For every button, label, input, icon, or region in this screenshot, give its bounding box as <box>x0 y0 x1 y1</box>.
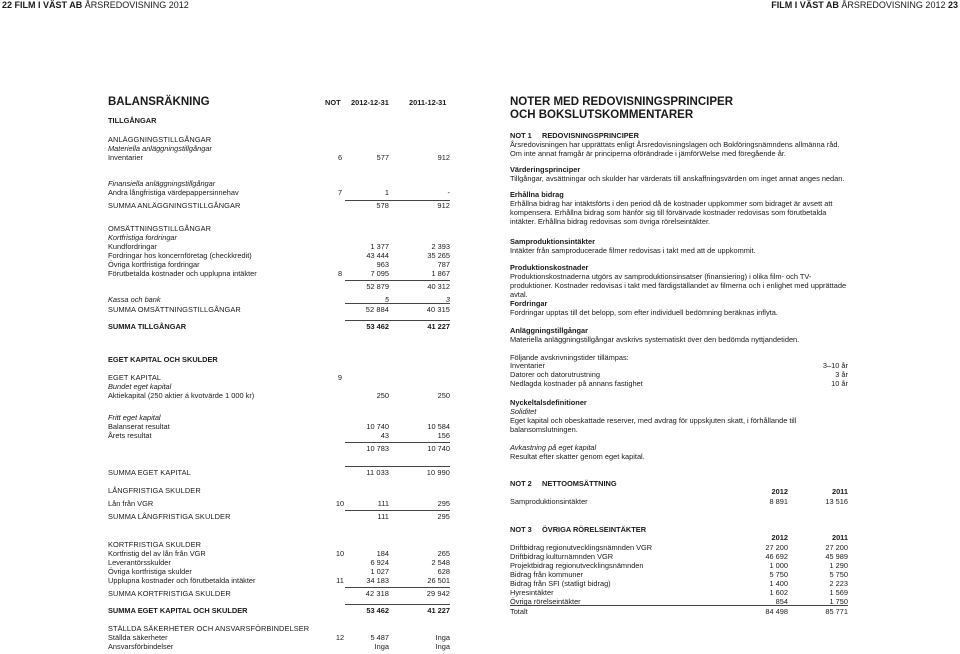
row-label: Finansiella anläggningstillgångar <box>108 179 216 188</box>
balance-row <box>108 117 450 126</box>
value-2011: 10 740 <box>427 444 450 453</box>
note3-label: Projektbidrag regionutvecklingsnämnden <box>510 561 644 570</box>
row-label: EGET KAPITAL <box>108 373 162 382</box>
row-label: Materiella anläggningstillgångar <box>108 144 212 153</box>
depreciation-row <box>510 380 848 389</box>
value-2011: 912 <box>437 201 450 210</box>
balance-row <box>108 513 450 522</box>
production-costs-block <box>510 263 848 299</box>
balance-row <box>108 283 450 292</box>
balance-row <box>108 270 450 279</box>
value-2012: 577 <box>376 153 389 162</box>
value-2012: 1 377 <box>370 242 389 251</box>
row-label: STÄLLDA SÄKERHETER OCH ANSVARSFÖRBINDELSER <box>108 624 310 633</box>
grants-heading: Erhållna bidrag <box>510 190 564 199</box>
depreciation-label: Datorer och datorutrustning <box>510 370 600 379</box>
production-costs-text: Produktionskostnaderna utgörs av samproduktionsinsatser (finansiering) i olika film- och TV-produktioner. Kostnader redovisas i takt med färdigställandet av filmerna och i enlighet med upprättade avtal. <box>510 272 847 299</box>
value-2011: 2 393 <box>431 242 450 251</box>
value-2011: - <box>447 188 450 197</box>
row-label: Kassa och bank <box>108 295 161 304</box>
notes-title-line1: NOTER MED REDOVISNINGSPRINCIPER <box>510 96 733 108</box>
value-2012: 7 095 <box>370 269 389 278</box>
row-note: 6 <box>337 153 343 162</box>
note3-value-2011: 1 569 <box>829 588 848 597</box>
note3-value-2011: 2 223 <box>829 579 848 588</box>
value-2011: 2 548 <box>431 558 450 567</box>
value-2011: 40 312 <box>427 282 450 291</box>
receivables-heading: Fordringar <box>510 299 548 308</box>
notes-title-line2: OCH BOKSLUTSKOMMENTARER <box>510 109 694 121</box>
note2-value-2011: 13 516 <box>825 497 848 506</box>
note3-value-2011: 5 750 <box>829 570 848 579</box>
balance-title: BALANSRÄKNING <box>108 96 210 108</box>
col-2011-header: 2011-12-31 <box>409 98 447 107</box>
value-2012: 5 <box>384 295 389 304</box>
roe-text: Resultat efter skatter genom eget kapital. <box>510 452 645 461</box>
note3-value-2011: 1 750 <box>829 597 848 606</box>
note3-value-2012: 1 400 <box>769 579 788 588</box>
balance-row <box>108 202 450 211</box>
value-2012: 11 033 <box>366 468 389 477</box>
subtotal-rule <box>345 587 450 588</box>
valuation-block <box>510 165 848 183</box>
row-label: KORTFRISTIGA SKULDER <box>108 540 202 549</box>
note3-value-2012: 46 692 <box>765 552 788 561</box>
row-label: SUMMA EGET KAPITAL <box>108 468 191 477</box>
value-2012: 5 487 <box>370 633 389 642</box>
value-2012: 1 027 <box>370 567 389 576</box>
note3-total-label: Totalt <box>510 607 528 616</box>
value-2011: 29 942 <box>426 589 450 598</box>
note3-total-rule <box>510 605 848 606</box>
depreciation-intro: Följande avskrivningstider tillämpas: <box>510 353 629 362</box>
value-2011: 40 315 <box>426 305 450 314</box>
value-2011: 41 227 <box>427 322 450 331</box>
coprod-income-block <box>510 237 848 255</box>
note3-label: Hyresintäkter <box>510 588 554 597</box>
row-label: Förutbetalda kostnader och upplupna intäkter <box>108 269 257 278</box>
value-2012: 43 444 <box>366 251 389 260</box>
row-label: Balanserat resultat <box>108 422 170 431</box>
balance-row <box>108 234 450 243</box>
note3-value-2012: 27 200 <box>765 543 788 552</box>
row-note: 11 <box>336 576 344 585</box>
page-header <box>0 0 960 12</box>
value-2012: 52 879 <box>366 282 389 291</box>
left-page-number: 22 <box>2 0 13 10</box>
coprod-income-text: Intäkter från samproducerade filmer redovisas i takt med att de uppkommit. <box>510 246 756 255</box>
note3-value-2011: 27 200 <box>825 543 848 552</box>
note3-label: Bidrag från kommuner <box>510 570 584 579</box>
roe-heading: Avkastning på eget kapital <box>510 443 597 452</box>
row-label: Inventarier <box>108 153 143 162</box>
value-2012: 53 462 <box>366 322 389 331</box>
value-2012: 111 <box>377 499 389 508</box>
value-2011: 156 <box>437 431 450 440</box>
valuation-heading: Värderingsprinciper <box>510 165 581 174</box>
note2-value-2012: 8 891 <box>769 497 788 506</box>
subtotal-rule <box>345 466 450 467</box>
row-label: LÅNGFRISTIGA SKULDER <box>108 486 201 495</box>
value-2011: 41 227 <box>427 606 450 615</box>
row-label: Lån från VGR <box>108 499 154 508</box>
right-org-name: FILM I VÄST AB <box>771 0 839 10</box>
note3-label: Driftbidrag regionutvecklingsnämnden VGR <box>510 543 653 552</box>
row-note: 10 <box>335 499 345 508</box>
row-label: Andra långfristiga värdepappersinnehav <box>108 188 239 197</box>
subtotal-rule <box>345 303 450 304</box>
row-note: 12 <box>335 633 345 642</box>
note3-total-2011: 85 771 <box>825 607 848 616</box>
row-label: EGET KAPITAL OCH SKULDER <box>108 355 218 364</box>
row-label: TILLGÅNGAR <box>108 116 157 125</box>
note2-header-row <box>510 488 848 497</box>
balance-row <box>108 469 450 478</box>
row-label: Upplupna kostnader och förutbetalda intäkter <box>108 576 256 585</box>
balance-row <box>108 423 450 432</box>
row-label: Leverantörsskulder <box>108 558 171 567</box>
note2-col1: 2012 <box>771 487 788 496</box>
row-label: Fordringar hos koncernföretag (checkkredit) <box>108 251 252 260</box>
note3-value-2012: 854 <box>775 597 788 606</box>
row-label: Ställda säkerheter <box>108 633 168 642</box>
coprod-income-heading: Samproduktionsintäkter <box>510 237 596 246</box>
depreciation-period: 3–10 år <box>822 361 848 370</box>
value-2011: 3 <box>445 295 450 304</box>
value-2011: 265 <box>437 549 450 558</box>
value-2012: 53 462 <box>366 606 389 615</box>
note3-value-2012: 5 750 <box>769 570 788 579</box>
balance-row <box>108 323 450 332</box>
grants-text: Erhållna bidrag har intäktsförts i den period då de kostnader uppkommer som bidraget är avsett att kompensera. Erhållna bidrag som hänför sig till förvärvade kostnader redovisas som förutbetalda intäkter. Erhållna bidrag redovisas som övriga rörelseintäkter. <box>510 199 833 226</box>
value-2011: 295 <box>437 512 450 521</box>
row-label: Kortfristig del av lån från VGR <box>108 549 206 558</box>
right-report-name: ÅRSREDOVISNING 2012 <box>841 0 946 10</box>
value-2012: 42 318 <box>365 589 389 598</box>
balance-row <box>108 145 450 154</box>
subtotal-rule <box>345 604 450 605</box>
col-note-header: NOT <box>325 98 341 107</box>
solidity-text: Eget kapital och obeskattade reserver, med avdrag för uppskjuten skatt, i förhållande till balansomslutningen. <box>510 416 797 434</box>
balance-row <box>108 643 450 652</box>
balance-row <box>108 432 450 441</box>
value-2012: 10 740 <box>366 422 389 431</box>
value-2011: 912 <box>437 153 450 162</box>
row-label: SUMMA KORTFRISTIGA SKULDER <box>108 589 231 598</box>
key-ratios-heading: Nyckeltalsdefinitioner <box>510 398 587 407</box>
balance-row <box>108 577 450 586</box>
note3-value-2012: 1 602 <box>769 588 788 597</box>
note3-value-2011: 45 989 <box>825 552 848 561</box>
value-2011: 35 265 <box>427 251 450 260</box>
right-page-number: 23 <box>947 0 958 10</box>
note2-row <box>510 498 848 507</box>
note1-block <box>510 131 848 158</box>
subtotal-rule <box>345 320 450 321</box>
value-2012: 10 783 <box>366 444 389 453</box>
row-label: Årets resultat <box>108 431 152 440</box>
right-page-header <box>771 1 958 11</box>
note3-col1: 2012 <box>771 533 788 542</box>
row-label: OMSÄTTNINGSTILLGÅNGAR <box>108 224 212 233</box>
fixed-assets-text: Materiella anläggningstillgångar avskrivs systematiskt över den bedömda nyttjandetiden. <box>510 335 800 344</box>
row-label: Övriga kortfristiga fordringar <box>108 260 200 269</box>
note3-heading: NOT 3 ÖVRIGA RÖRELSEINTÄKTER <box>510 525 647 534</box>
grants-block <box>510 190 848 226</box>
value-2011: 295 <box>437 499 450 508</box>
subtotal-rule <box>345 442 450 443</box>
row-note: 8 <box>337 269 343 278</box>
fixed-assets-block <box>510 326 848 344</box>
subtotal-rule <box>345 510 450 511</box>
note3-row <box>510 580 848 589</box>
note1-heading: NOT 1 REDOVISNINGSPRINCIPER <box>510 131 639 140</box>
value-2011: Inga <box>435 642 450 651</box>
value-2012: 52 884 <box>365 305 389 314</box>
value-2012: 1 <box>384 188 389 197</box>
depreciation-label: Nedlagda kostnader på annans fastighet <box>510 379 643 388</box>
receivables-block <box>510 299 848 317</box>
balance-row <box>108 607 450 616</box>
row-label: SUMMA ANLÄGGNINGSTILLGÅNGAR <box>108 201 241 210</box>
note3-label: Bidrag från SFI (statligt bidrag) <box>510 579 611 588</box>
value-2011: 10 990 <box>426 468 450 477</box>
row-label: SUMMA EGET KAPITAL OCH SKULDER <box>108 606 248 615</box>
note3-value-2011: 1 290 <box>829 561 848 570</box>
note3-label: Driftbidrag kulturnämnden VGR <box>510 552 614 561</box>
note3-total-row <box>510 608 848 617</box>
row-label: Bundet eget kapital <box>108 382 172 391</box>
row-label: Övriga kortfristiga skulder <box>108 567 192 576</box>
note1-text: Årsredovisningen har upprättats enligt Årsredovisningslagen och Bokföringsnämndens allmänna råd. Om inte annat framgår är principerna oförändrade i jämförWelse med föregående år. <box>510 140 840 158</box>
subtotal-rule <box>345 200 450 201</box>
value-2012: 250 <box>376 391 389 400</box>
row-label: SUMMA OMSÄTTNINGSTILLGÅNGAR <box>108 305 241 314</box>
balance-row <box>108 487 450 496</box>
balance-row <box>108 590 450 599</box>
value-2011: 1 867 <box>431 269 450 278</box>
note3-value-2012: 1 000 <box>769 561 788 570</box>
key-ratios-block <box>510 398 848 434</box>
receivables-text: Fordringar upptas till det belopp, som efter individuell bedömning beräknas inflyta. <box>510 308 778 317</box>
balance-row <box>108 392 450 401</box>
balance-row <box>108 306 450 315</box>
row-label: Aktiekapital (250 aktier á kvotvärde 1 000 kr) <box>108 391 255 400</box>
row-label: Kundfordringar <box>108 242 157 251</box>
balance-row <box>108 154 450 163</box>
subtotal-rule <box>345 280 450 281</box>
depreciation-period: 3 år <box>835 370 848 379</box>
row-label: ANLÄGGNINGSTILLGÅNGAR <box>108 135 212 144</box>
value-2011: 10 584 <box>427 422 450 431</box>
value-2012: 184 <box>376 549 389 558</box>
balance-row <box>108 356 450 365</box>
balance-sheet <box>108 96 450 651</box>
depreciation-label: Inventarier <box>510 361 545 370</box>
value-2011: Inga <box>435 633 450 642</box>
balance-row <box>108 189 450 198</box>
value-2012: 34 183 <box>366 576 389 585</box>
row-label: SUMMA TILLGÅNGAR <box>108 322 187 331</box>
value-2012: 963 <box>376 260 389 269</box>
note3-header-row <box>510 534 848 543</box>
value-2012: 578 <box>376 201 389 210</box>
value-2011: 628 <box>437 567 450 576</box>
value-2012: Inga <box>374 642 389 651</box>
notes-section <box>510 96 850 616</box>
roe-block <box>510 443 848 461</box>
row-note: 10 <box>335 549 345 558</box>
note2-col2: 2011 <box>831 487 848 496</box>
value-2011: 250 <box>437 391 450 400</box>
note3-label: Övriga rörelseintäkter <box>510 597 581 606</box>
value-2012: 6 924 <box>370 558 389 567</box>
note3-col2: 2011 <box>831 533 848 542</box>
note2-heading: NOT 2 NETTOOMSÄTTNING <box>510 479 617 488</box>
row-label: SUMMA LÅNGFRISTIGA SKULDER <box>108 512 231 521</box>
row-label: Kortfristiga fordringar <box>108 233 178 242</box>
value-2012: 43 <box>380 431 389 440</box>
row-note: 9 <box>337 373 343 382</box>
value-2012: 111 <box>377 512 389 521</box>
valuation-text: Tillgångar, avsättningar och skulder har värderats till anskaffningsvärden om inget annat anges nedan. <box>510 174 845 183</box>
left-page-header <box>2 1 189 11</box>
depreciation-period: 10 år <box>831 379 848 388</box>
value-2011: 787 <box>437 260 450 269</box>
balance-row <box>108 445 450 454</box>
balance-row <box>108 500 450 509</box>
solidity-heading: Soliditet <box>510 407 537 416</box>
row-label: Ansvarsförbindelser <box>108 642 174 651</box>
note2-label: Samproduktionsintäkter <box>510 497 588 506</box>
row-label: Fritt eget kapital <box>108 413 161 422</box>
row-note: 7 <box>337 188 343 197</box>
left-report-name: ÅRSREDOVISNING 2012 <box>84 0 189 10</box>
production-costs-heading: Produktionskostnader <box>510 263 589 272</box>
note3-total-2012: 84 498 <box>765 607 788 616</box>
col-2012-header: 2012-12-31 <box>351 98 389 107</box>
fixed-assets-heading: Anläggningstillgångar <box>510 326 589 335</box>
value-2011: 26 501 <box>427 576 450 585</box>
left-org-name: FILM I VÄST AB <box>14 0 83 10</box>
